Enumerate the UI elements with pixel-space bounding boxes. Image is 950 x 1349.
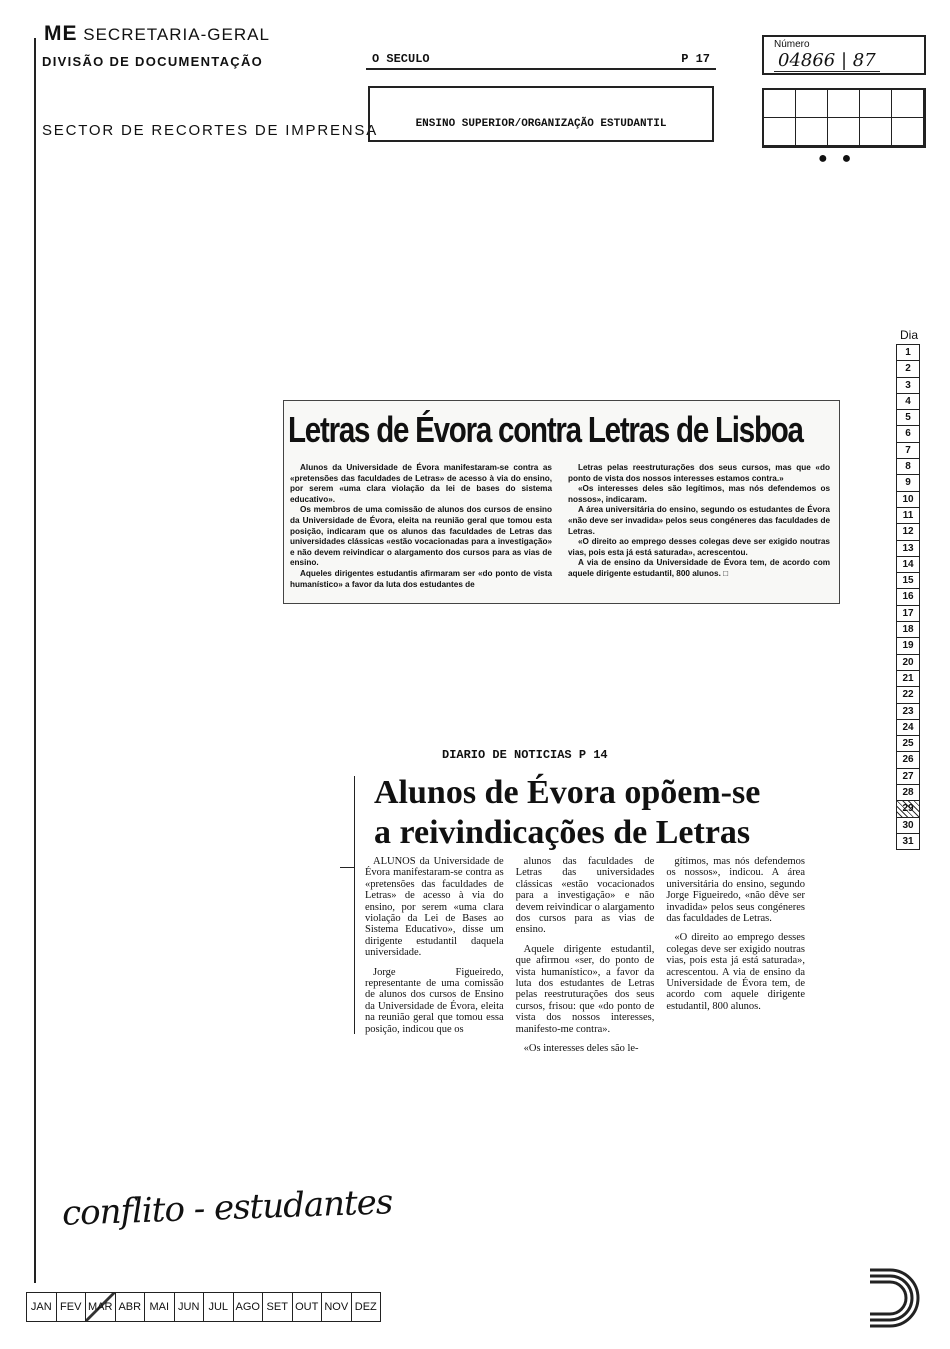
source-line [366,52,716,70]
clipping-column [365,856,504,1063]
month-cell-fev: FEV [57,1293,87,1321]
grid-cell [828,118,860,146]
month-cell-set: SET [263,1293,293,1321]
day-cell-28: 28 [896,784,920,800]
clipping-column [516,856,655,1063]
archive-logo-icon [860,1250,940,1330]
clipping-headline-line1: Alunos de Évora opõem-se [374,774,761,811]
month-row [26,1292,381,1322]
month-cell-jun: JUN [175,1293,205,1321]
grid-cell [796,118,828,146]
day-cell-21: 21 [896,670,920,686]
day-cell-17: 17 [896,605,920,621]
clipping-margin-rule [354,776,355,1034]
month-cell-abr: ABR [116,1293,146,1321]
day-cell-25: 25 [896,735,920,751]
day-cell-22: 22 [896,686,920,702]
month-cell-jan: JAN [27,1293,57,1321]
clipping-paragraph: Jorge Figueiredo, representante de uma comissão de alunos dos cursos de Ensino da Universidade de Évora, eleita na reunião geral que tomou essa posição, indicou que os [365,966,504,1035]
numero-label: Número [774,39,810,50]
header-divisao: DIVISÃO DE DOCUMENTAÇÃO [42,54,264,69]
day-cell-15: 15 [896,572,920,588]
clipping-source-label: DIARIO DE NOTICIAS P 14 [442,748,608,762]
month-cell-out: OUT [293,1293,323,1321]
grid-cell [892,90,924,118]
ink-dots: ●● [818,150,866,167]
clipping-paragraph: «O direito ao emprego desses colegas deve ser exigido noutras vias, pois esta já está saturada», acrescentou. [568,537,830,557]
grid-cell [860,90,892,118]
clipping-o-seculo [283,400,840,604]
topic-box [368,86,714,142]
clipping-paragraph: Alunos da Universidade de Évora manifestaram-se contra as «pretensões das faculdades de Letras» de acesso à via do ensino, por serem «uma clara violação da lei de bases do sistema educativo». [290,463,552,504]
source-name: O SECULO [372,52,430,66]
clipping-column [568,463,830,590]
handwritten-note: conflito - estudantes [61,1182,393,1234]
clipping-body [290,463,830,590]
grid-cell [828,90,860,118]
grid-cell [764,118,796,146]
day-cell-1: 1 [896,344,920,360]
clipping-paragraph: «O direito ao emprego desses colegas deve ser exigido noutras vias, pois esta já está saturada», acrescentou. A via de ensino da Universidade de Évora tem, de acordo com aquele dirigente estudantil, 800 alunos. [666,932,806,1012]
day-cell-8: 8 [896,458,920,474]
day-column [896,344,920,850]
grid-cell [860,118,892,146]
day-cell-7: 7 [896,442,920,458]
clipping-paragraph: alunos das faculdades de Letras das universidades clássicas «estão vocacionados para a investigação» e não devem reivindicar o alargamento dos cursos para as vias de ensino. [515,856,655,936]
day-cell-26: 26 [896,751,920,767]
clipping-headline-line2: a reivindicações de Letras [374,814,751,851]
clipping-paragraph: Os membros de uma comissão de alunos dos cursos de ensino da Universidade de Évora, eleita na reunião geral que tomou esta posição, indicaram que os alunos das faculdades de Letras das universidades clássicas «estão vocacionadas para a investigação» e não devem reivindicar o alargamento dos cursos para as vias de ensino. [290,505,552,568]
month-cell-dez: DEZ [354,1301,377,1313]
header-sector: SECTOR DE RECORTES DE IMPRENSA [42,122,378,139]
day-cell-9: 9 [896,474,920,490]
day-cell-19: 19 [896,637,920,653]
dia-label: Dia [900,328,919,342]
topic-text: ENSINO SUPERIOR/ORGANIZAÇÃO ESTUDANTIL [415,118,667,130]
month-cell-mar: MAR [86,1293,116,1321]
grid-cell [796,90,828,118]
day-cell-30: 30 [896,817,920,833]
day-cell-10: 10 [896,491,920,507]
paragraph-dash: — [340,858,354,874]
header-ministry [44,22,270,46]
day-cell-2: 2 [896,360,920,376]
day-cell-27: 27 [896,768,920,784]
grid-cell [892,118,924,146]
day-cell-29: 29 [896,800,920,816]
month-cell-mai: MAI [145,1293,175,1321]
clipping-paragraph: gítimos, mas nós defendemos os nossos», indicou. A área universitária do ensino, segundo Jorge Figueiredo, «não dêve ser invadida» pelos seus congéneres das faculdades de Letras. [666,856,806,925]
clipping-diario-noticias [365,856,805,1063]
day-cell-14: 14 [896,556,920,572]
clipping-paragraph: A via de ensino da Universidade de Évora tem, de acordo com aquele dirigente estudantil, 800 alunos. □ [568,558,830,578]
day-cell-23: 23 [896,703,920,719]
day-cell-12: 12 [896,523,920,539]
clipping-headline: Letras de Évora contra Letras de Lisboa [288,409,803,450]
clipping-paragraph: A área universitária do ensino, segundo os estudantes de Évora «não deve ser invadida» pelos seus congéneres das faculdades de Letras. [568,505,830,536]
left-margin-rule [34,38,36,1283]
month-cell-jul: JUL [204,1293,234,1321]
numero-box [762,35,926,75]
day-cell-11: 11 [896,507,920,523]
day-cell-24: 24 [896,719,920,735]
day-cell-16: 16 [896,588,920,604]
month-cell-nov: NOV [322,1293,352,1321]
day-cell-20: 20 [896,654,920,670]
classification-grid [762,88,926,148]
clipping-paragraph: Aqueles dirigentes estudantis afirmaram ser «do ponto de vista humanístico» a favor da luta dos estudantes de [290,568,552,589]
clipping-column [666,856,805,1063]
numero-value: 04866 | 87 [774,50,880,72]
clipping-paragraph: Letras pelas reestruturações dos seus cursos, mas que «do ponto de vista dos nossos interesses estamos contra.» [568,463,830,483]
header-me: ME [44,22,78,45]
day-cell-6: 6 [896,425,920,441]
day-cell-13: 13 [896,540,920,556]
grid-cell [764,90,796,118]
source-page: P 17 [681,52,710,66]
clipping-column [290,463,552,590]
day-cell-18: 18 [896,621,920,637]
day-cell-31: 31 [896,833,920,850]
header-secretaria: SECRETARIA-GERAL [83,25,270,44]
day-cell-4: 4 [896,393,920,409]
clipping-paragraph: ALUNOS da Universidade de Évora manifestaram-se contra as «pretensões das faculdades de Letras» de acesso à via do ensino, por serem «uma clara violação da Lei de Bases ao Sistema Educativo», disse um dirigente estudantil daquela universidade. [365,856,504,959]
day-cell-5: 5 [896,409,920,425]
clipping-paragraph: «Os interesses deles são le- [523,1043,639,1055]
clipping-paragraph: Aquele dirigente estudantil, que afirmou «ser, do ponto de vista humanístico», a favor da luta dos estudantes de Letras pelas reestruturações dos seus cursos, frisou: que «do ponto de vista dos nossos interesses, manifesto-me contra». [515,943,655,1035]
day-cell-3: 3 [896,377,920,393]
clipping-paragraph: «Os interesses deles são legítimos, mas nós defendemos os nossos», indicaram. [568,484,830,504]
month-cell-ago: AGO [234,1293,264,1321]
